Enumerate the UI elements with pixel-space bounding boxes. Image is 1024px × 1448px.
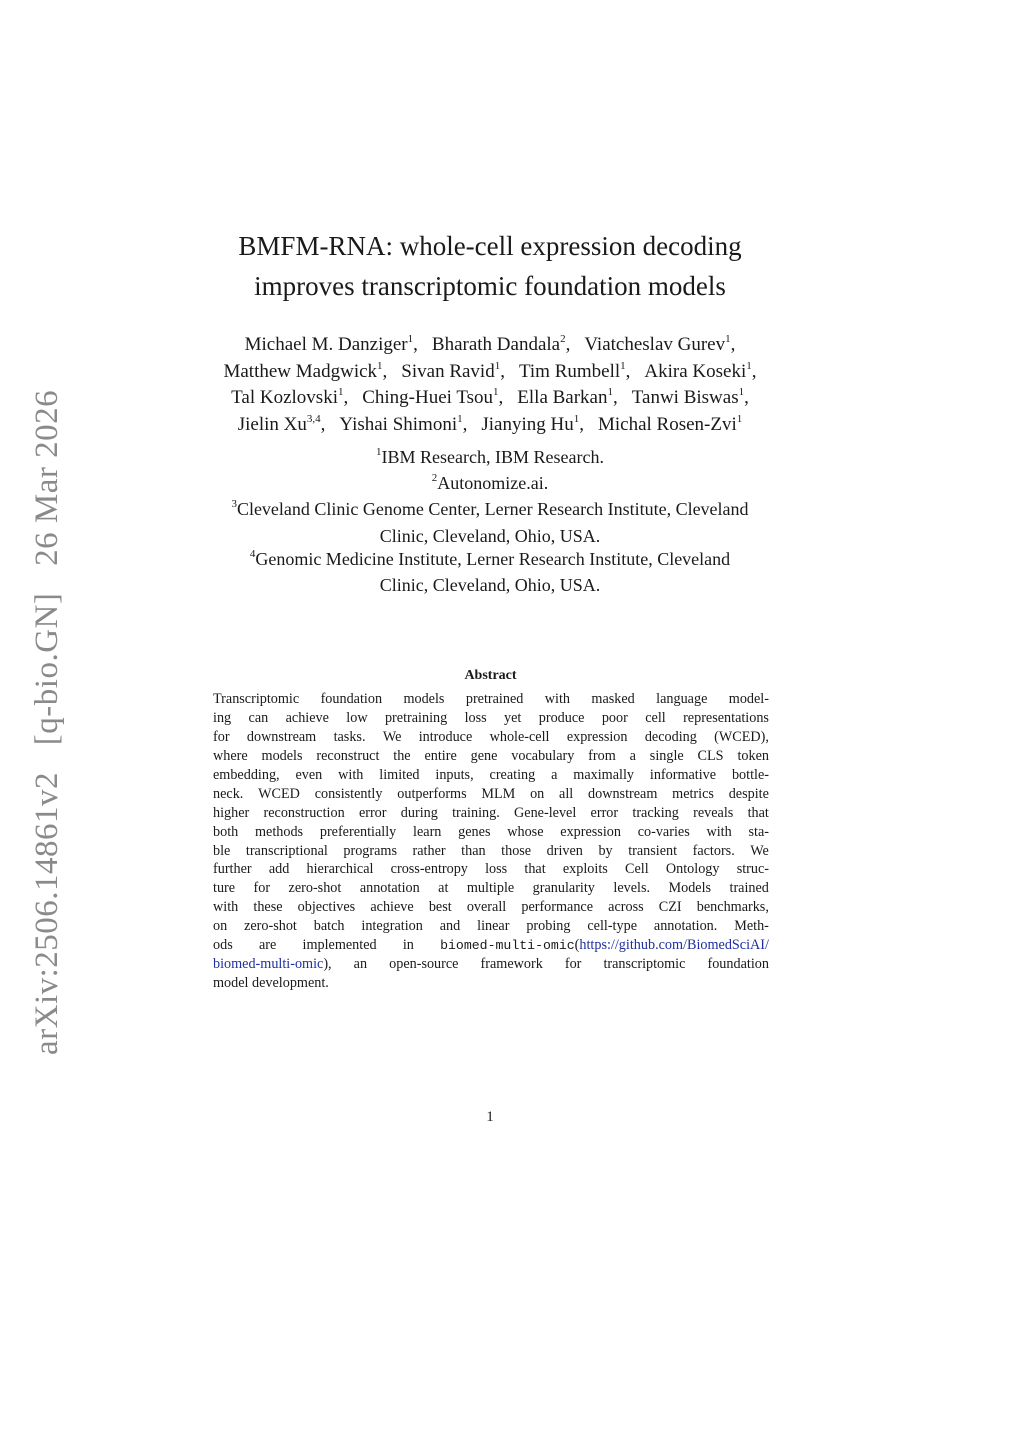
author-name: Ching-Huei Tsou$^1$, xyxy=(362,386,504,408)
abstract-line: where models reconstruct the entire gene vocabulary from a single CLS token xyxy=(213,747,769,764)
author-list xyxy=(160,333,820,439)
title-line: BMFM-RNA: whole-cell expression decoding xyxy=(238,231,742,261)
author-name: Jianying Hu$^1$, xyxy=(481,412,584,435)
author-line xyxy=(160,333,820,360)
page-number: 1 xyxy=(486,1109,494,1125)
abstract-line: model development. xyxy=(213,975,329,992)
affiliation: $^1$IBM Research, IBM Research. xyxy=(376,446,604,467)
affiliation-continued: Clinic, Cleveland, Ohio, USA. xyxy=(379,575,601,596)
abstract-line: further add hierarchical cross-entropy loss that exploits Cell Ontology struc- xyxy=(213,861,769,878)
abstract-line: both methods preferentially learn genes whose expression co-varies with sta- xyxy=(213,823,769,840)
arxiv-id: arXiv:2506.14861v2 xyxy=(29,771,65,1055)
affiliation: $^2$Autonomize.ai. xyxy=(431,472,549,494)
author-name: Viatcheslav Gurev$^1$, xyxy=(584,333,736,355)
author-name: Sivan Ravid$^1$, xyxy=(401,359,505,382)
arxiv-category: [q-bio.GN] xyxy=(29,592,65,746)
author-line xyxy=(160,413,820,440)
author-name: Matthew Madgwick$^1$, xyxy=(223,359,388,382)
abstract-line: for downstream tasks. We introduce whole-cell expression decoding (WCED), xyxy=(213,728,769,745)
arxiv-date: 26 Mar 2026 xyxy=(29,389,65,566)
affiliation: $^3$Cleveland Clinic Genome Center, Lerner Research Institute, Cleveland xyxy=(231,498,749,520)
abstract-line: on zero-shot batch integration and linear probing cell-type annotation. Meth- xyxy=(213,918,769,935)
abstract-line: embedding, even with limited inputs, creating a maximally informative bottle- xyxy=(213,766,769,783)
abstract-heading: Abstract xyxy=(464,668,517,683)
abstract-line: biomed-multi-omic), an open-source framework for transcriptomic foundation xyxy=(213,956,769,973)
author-name: Michael M. Danziger$^1$, xyxy=(244,333,418,355)
github-link-continued[interactable]: biomed-multi-omic xyxy=(213,956,324,973)
abstract-body xyxy=(213,690,769,993)
author-name: Tim Rumbell$^1$, xyxy=(518,359,631,382)
title-line: improves transcriptomic foundation models xyxy=(254,271,726,301)
abstract-line: ing can achieve low pretraining loss yet produce poor cell representations xyxy=(213,709,769,726)
author-name: Tal Kozlovski$^1$, xyxy=(231,386,349,408)
author-name: Michal Rosen-Zvi$^1$ xyxy=(597,412,743,435)
abstract-line: ods are implemented in biomed-multi-omic(https://github.com/BiomedSciAI/ xyxy=(213,937,769,954)
abstract-line: neck. WCED consistently outperforms MLM on all downstream metrics despite xyxy=(213,785,769,802)
affiliation-list xyxy=(160,446,820,597)
code-repo-name: biomed-multi-omic xyxy=(440,938,575,954)
abstract-line: with these objectives achieve best overall performance across CZI benchmarks, xyxy=(213,899,769,916)
author-name: Yishai Shimoni$^1$, xyxy=(339,412,468,435)
abstract-line: Transcriptomic foundation models pretrained with masked language model- xyxy=(213,691,769,707)
arxiv-side-stamp xyxy=(25,389,69,1055)
author-name: Akira Koseki$^1$, xyxy=(644,359,757,382)
author-name: Tanwi Biswas$^1$, xyxy=(631,386,749,408)
affiliation: $^4$Genomic Medicine Institute, Lerner Research Institute, Cleveland xyxy=(249,547,731,569)
author-line xyxy=(160,360,820,387)
author-name: Bharath Dandala$^2$, xyxy=(431,333,571,355)
paper-title xyxy=(180,226,800,306)
author-name: Ella Barkan$^1$, xyxy=(517,386,618,408)
abstract-line: ble transcriptional programs rather than those driven by transient factors. We xyxy=(213,842,769,859)
abstract-line: ture for zero-shot annotation at multiple granularity levels. Models trained xyxy=(213,880,769,897)
abstract-line: higher reconstruction error during training. Gene-level error tracking reveals that xyxy=(213,804,769,821)
github-link[interactable]: https://github.com/BiomedSciAI/ xyxy=(579,937,769,954)
affiliation-continued: Clinic, Cleveland, Ohio, USA. xyxy=(379,525,601,546)
author-line xyxy=(160,386,820,413)
author-name: Jielin Xu$^{3,4}$, xyxy=(237,412,326,435)
